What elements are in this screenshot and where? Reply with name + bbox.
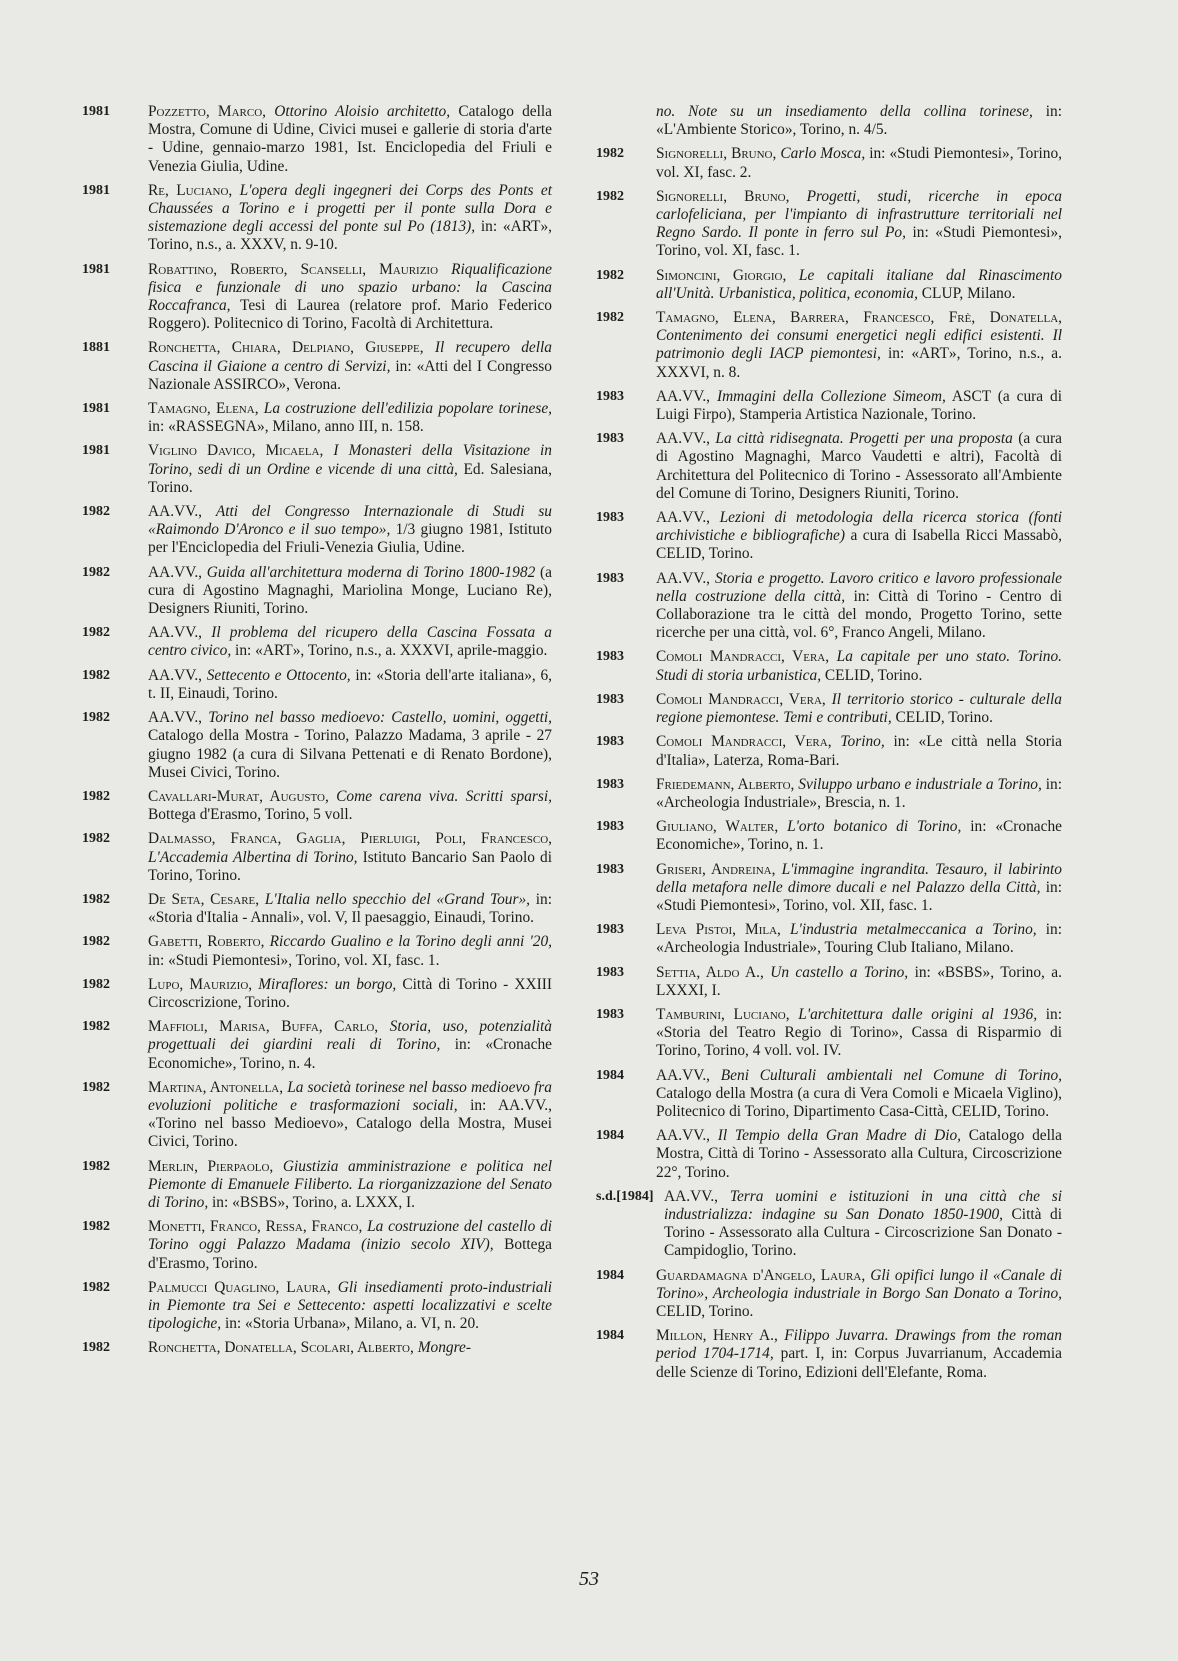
bibliography-entry <box>82 442 552 497</box>
entry-title: La città ridisegnata. Progetti per una proposta <box>715 430 1013 448</box>
entry-details: in: «Storia d'Italia - Annali», vol. V, Il paesaggio, Einaudi, Torino. <box>148 890 552 927</box>
entry-author: Viglino Davico, Micaela, <box>148 442 324 460</box>
entry-text <box>148 103 552 176</box>
entry-author: Lupo, Maurizio, <box>148 975 253 993</box>
entry-year: 1982 <box>82 710 110 726</box>
entry-author: Dalmasso, Franca, Gaglia, Pierluigi, Poli, Francesco, <box>148 830 552 848</box>
entry-year: 1984 <box>596 1067 624 1083</box>
bibliography-entry <box>596 1067 1062 1122</box>
entry-details: Ed. Salesiana, Torino. <box>148 460 552 496</box>
entry-title: La società torinese nel basso medioevo fra evoluzioni politiche e trasformazioni sociali, <box>148 1078 552 1114</box>
entry-text <box>148 976 552 1012</box>
bibliography-entry <box>82 830 552 885</box>
entry-text <box>148 400 552 436</box>
entry-title: Riqualificazione fisica e funzionale di uno spazio urbano: la Cascina Roccafranca, <box>148 260 552 315</box>
entry-year: 1982 <box>82 1158 110 1174</box>
entry-year: 1982 <box>82 891 110 907</box>
entry-text <box>656 188 1062 261</box>
entry-year: 1982 <box>82 934 110 950</box>
bibliography-entry <box>82 624 552 660</box>
entry-details: in: «Studi Piemontesi», Torino, vol. XI, fasc. 1. <box>148 951 440 969</box>
entry-text <box>656 964 1062 1000</box>
entry-title: Giustizia amministrazione e politica nel Piemonte di Emanuele Filiberto. La riorganizzazione del Senato di Torino, <box>148 1157 552 1211</box>
bibliography-entry <box>82 1158 552 1213</box>
bibliography-entry <box>596 1327 1062 1382</box>
entry-details: Città di Torino - Assessorato alla Cultura - Circoscrizione San Donato - Campidoglio, Torino. <box>664 1205 1062 1260</box>
entry-year: 1983 <box>596 964 624 980</box>
entry-title: Contenimento dei consumi energetici negli edifici esistenti. Il patrimonio degli IACP piemontesi, <box>656 327 1062 363</box>
entry-details: in: Città di Torino - Centro di Collaborazione tra le città del mondo, Progetto Torino, sette ricerche per una città, vol. 6°, Franco Angeli, Milano. <box>656 587 1063 642</box>
entry-year: 1983 <box>596 649 624 665</box>
entry-details: in: «Le città nella Storia d'Italia», Laterza, Roma-Bari. <box>656 733 1062 769</box>
entry-details: Catalogo della Mostra, Città di Torino - Assessorato alla Cultura, Circoscrizione 22°, Torino. <box>656 1127 1062 1181</box>
bibliography-entry <box>596 145 1062 181</box>
entry-title: L'industria metalmeccanica a Torino, <box>789 921 1037 939</box>
entry-author: AA.VV., <box>148 666 203 684</box>
entry-year: 1982 <box>596 146 624 162</box>
entry-text <box>656 861 1062 916</box>
entry-author: Giuliano, Walter, <box>656 818 779 836</box>
entry-author: Griseri, Andreina, <box>656 860 776 878</box>
entry-title: Ottorino Aloisio architetto, <box>274 103 451 120</box>
entry-text <box>148 261 552 334</box>
entry-details: Catalogo della Mostra, Comune di Udine, Civici musei e gallerie di storia d'arte - Udine, gennaio-marzo 1981, Ist. Enciclopedia del Friuli e Venezia Giulia, Udine. <box>148 103 553 175</box>
entry-year: 1981 <box>82 261 110 277</box>
entry-details: in: «Studi Piemontesi», Torino, vol. XI, fasc. 2. <box>656 145 1062 181</box>
entry-author: De Seta, Cesare, <box>148 890 260 908</box>
entry-details: in: «RASSEGNA», Milano, anno III, n. 158. <box>148 418 424 436</box>
entry-text <box>656 1267 1062 1322</box>
entry-year: 1981 <box>82 182 110 198</box>
right-column <box>596 103 1062 1388</box>
entry-title: L'orto botanico di Torino, <box>787 818 962 836</box>
entry-text <box>664 1188 1062 1261</box>
entry-author: Friedemann, Alberto, <box>656 775 795 793</box>
entry-title: Un castello a Torino, <box>770 963 909 981</box>
bibliography-entry <box>82 1279 552 1334</box>
entry-details: CELID, Torino. <box>824 666 923 684</box>
entry-year: 1983 <box>596 431 624 447</box>
entry-title: Immagini della Collezione Simeom, <box>716 387 946 405</box>
bibliography-entry <box>82 339 552 394</box>
entry-text <box>148 1158 552 1213</box>
bibliography-entry <box>596 648 1062 684</box>
entry-year: 1982 <box>82 1279 110 1295</box>
entry-details: part. I, in: Corpus Juvarrianum, Accademia delle Scienze di Torino, Edizioni dell'Elefante, Roma. <box>656 1345 1062 1381</box>
entry-year: 1982 <box>82 564 110 580</box>
entry-title: Terra uomini e istituzioni in una città che si industrializza: indagine su San Donato 1850-1900, <box>664 1187 1062 1223</box>
bibliography-entry <box>82 1339 552 1357</box>
entry-text <box>656 691 1062 727</box>
entry-text <box>656 733 1062 769</box>
left-column <box>82 103 552 1364</box>
bibliography-entry <box>596 691 1062 727</box>
bibliography-entry <box>82 1018 552 1073</box>
entry-author: Maffioli, Marisa, Buffa, Carlo, <box>148 1018 379 1036</box>
entry-year: 1983 <box>596 570 624 586</box>
entry-text <box>148 442 552 497</box>
entry-year: 1983 <box>596 510 624 526</box>
entry-details: in: «Archeologia Industriale», Touring Club Italiano, Milano. <box>656 921 1062 957</box>
entry-text <box>656 776 1062 812</box>
entry-text <box>148 830 552 885</box>
entry-details: in: «BSBS», Torino, a. LXXX, I. <box>212 1193 416 1211</box>
entry-author: AA.VV., <box>148 563 203 581</box>
entry-details: in: «Cronache Economiche», Torino, n. 1. <box>656 818 1062 854</box>
entry-author: Comoli Mandracci, Vera, <box>656 733 832 751</box>
entry-text <box>656 1127 1062 1182</box>
entry-details: Catalogo della Mostra (a cura di Vera Comoli e Micaela Viglino), Politecnico di Torino, Dipartimento Casa-Città, CELID, Torino. <box>656 1084 1062 1120</box>
entry-details: in: «ART», Torino, n.s., a. XXXVI, aprile-maggio. <box>235 642 548 660</box>
entry-title: Gli insediamenti proto-industriali in Piemonte tra Sei e Settecento: aspetti localizzativi e scelte tipologiche, <box>148 1278 553 1333</box>
entry-author: Palmucci Quaglino, Laura, <box>148 1278 331 1296</box>
bibliography-entry <box>596 733 1062 769</box>
bibliography-entry <box>596 388 1062 424</box>
entry-text <box>656 145 1062 181</box>
entry-year: 1983 <box>596 388 624 404</box>
entry-title: Riccardo Gualino e la Torino degli anni '20, <box>269 933 552 951</box>
entry-details: in: AA.VV., «Torino nel basso Medioevo», Catalogo della Mostra, Musei Civici, Torino. <box>148 1096 552 1151</box>
entry-author: AA.VV., <box>656 509 711 527</box>
entry-text <box>148 891 552 927</box>
entry-author: Monetti, Franco, Ressa, Franco, <box>148 1218 363 1236</box>
bibliography-entry <box>596 570 1062 643</box>
entry-year: 1982 <box>82 504 110 520</box>
entry-text <box>148 564 552 619</box>
entry-author: AA.VV., <box>656 569 711 587</box>
entry-details: in: «Studi Piemontesi», Torino, vol. XII, fasc. 1. <box>656 878 1063 914</box>
entry-text <box>148 1218 552 1273</box>
bibliography-entry <box>596 964 1062 1000</box>
bibliography-entry <box>82 564 552 619</box>
entry-title: Lezioni di metodologia della ricerca storica (fonti archivistiche e bibliografiche) <box>656 509 1062 545</box>
entry-year: 1881 <box>82 340 110 356</box>
entry-text <box>656 309 1062 382</box>
entry-year: 1981 <box>82 104 110 119</box>
entry-author: Robattino, Roberto, Scanselli, Maurizio <box>148 260 439 278</box>
entry-year: 1982 <box>82 788 110 804</box>
entry-author: Comoli Mandracci, Vera, <box>656 648 830 666</box>
entry-text <box>148 788 552 824</box>
bibliography-entry <box>82 709 552 782</box>
entry-author: AA.VV., <box>656 430 711 448</box>
entry-text <box>656 1327 1062 1382</box>
entry-title: Il Tempio della Gran Madre di Dio, <box>717 1127 962 1145</box>
bibliography-entry <box>596 1127 1062 1182</box>
entry-details: in: «ART», Torino, n.s., a. XXXVI, n. 8. <box>656 345 1062 381</box>
bibliography-entry <box>596 188 1062 261</box>
entry-author: Ronchetta, Chiara, Delpiano, Giuseppe, <box>148 339 424 357</box>
entry-title: Miraflores: un borgo, <box>258 975 397 993</box>
bibliography-entry <box>82 400 552 436</box>
entry-author: AA.VV., <box>664 1187 719 1205</box>
entry-author: Pozzetto, Marco, <box>148 103 266 120</box>
entry-title: Torino, <box>840 733 885 751</box>
entry-details: CELID, Torino. <box>895 709 993 727</box>
entry-author: Leva Pistoi, Mila, <box>656 921 781 939</box>
entry-title: Mongre- <box>417 1339 471 1357</box>
entry-text <box>656 818 1062 854</box>
entry-details: in: «Archeologia Industriale», Brescia, n. 1. <box>656 775 1062 811</box>
entry-author: AA.VV., <box>656 387 711 405</box>
entry-year: 1984 <box>596 1267 624 1283</box>
bibliography-entry <box>82 976 552 1012</box>
entry-details: in: «ART», Torino, n.s., a. XXXV, n. 9-10. <box>148 218 552 254</box>
bibliography-entry <box>82 182 552 255</box>
bibliography-entry <box>82 1218 552 1273</box>
entry-year: 1982 <box>82 667 110 683</box>
entry-details: in: «L'Ambiente Storico», Torino, n. 4/5. <box>656 103 1062 139</box>
entry-author: Signorelli, Bruno, <box>656 145 777 163</box>
bibliography-entry <box>596 267 1062 303</box>
bibliography-entry <box>596 921 1062 957</box>
entry-text <box>656 1006 1062 1061</box>
entry-text <box>148 1279 552 1334</box>
entry-title: Storia e progetto. Lavoro critico e lavoro professionale nella costruzione della città, <box>656 569 1062 605</box>
entry-title: Le capitali italiane dal Rinascimento all'Unità. Urbanistica, politica, economia, <box>656 266 1062 302</box>
entry-author: Millon, Henry A., <box>656 1327 778 1345</box>
entry-title: I Monasteri della Visitazione in Torino, sedi di un Ordine e vicende di una città, <box>148 442 552 478</box>
bibliography-entry-continuation <box>596 103 1062 139</box>
entry-details: CELID, Torino. <box>656 1302 754 1320</box>
entry-details: in: «Storia dell'arte italiana», 6, t. II, Einaudi, Torino. <box>148 666 552 702</box>
entry-year: 1982 <box>82 1340 110 1356</box>
entry-title: Carlo Mosca, <box>780 145 866 163</box>
entry-year: 1982 <box>82 1019 110 1035</box>
bibliography-entry <box>596 776 1062 812</box>
entry-text <box>656 921 1062 957</box>
entry-text <box>148 503 552 558</box>
entry-details: (a cura di Agostino Magnaghi, Mariolina Monge, Luciano Re), Designers Riuniti, Torino. <box>148 563 552 618</box>
entry-text <box>656 570 1062 643</box>
entry-year: 1983 <box>596 1006 624 1022</box>
entry-details: 1/3 giugno 1981, Istituto per l'Enciclopedia del Friuli-Venezia Giulia, Udine. <box>148 521 553 557</box>
bibliography-entry <box>596 1006 1062 1061</box>
entry-year: 1982 <box>596 188 624 204</box>
entry-year: 1981 <box>82 401 110 417</box>
entry-text <box>656 509 1062 564</box>
entry-title: Il problema del ricupero della Cascina Fossata a centro civico, <box>148 624 552 660</box>
entry-text <box>148 933 552 969</box>
entry-details: in: «Storia del Teatro Regio di Torino», Cassa di Risparmio di Torino, Torino, 4 voll. vol. IV. <box>656 1005 1062 1060</box>
entry-year: 1982 <box>596 267 624 283</box>
entry-year: 1984 <box>596 1328 624 1344</box>
entry-text <box>148 1339 552 1357</box>
entry-title: Storia, uso, potenzialità progettuali dei giardini reali di Torino, <box>148 1018 552 1054</box>
entry-text <box>148 667 552 703</box>
entry-text <box>656 648 1062 684</box>
entry-text <box>656 267 1062 303</box>
entry-details: Tesi di Laurea (relatore prof. Mario Federico Roggero). Politecnico di Torino, Facoltà di Architettura. <box>148 297 552 333</box>
entry-year: 1983 <box>596 734 624 750</box>
bibliography-entry <box>596 818 1062 854</box>
entry-year: s.d.[1984] <box>596 1188 654 1204</box>
entry-author: Signorelli, Bruno, <box>656 187 790 205</box>
entry-title: L'Accademia Albertina di Torino, <box>148 848 358 866</box>
entry-year: 1983 <box>596 922 624 938</box>
entry-title: La costruzione del castello di Torino oggi Palazzo Madama (inizio secolo XIV), <box>148 1218 552 1254</box>
bibliography-entry <box>82 503 552 558</box>
entry-year: 1982 <box>82 831 110 847</box>
entry-text <box>656 388 1062 424</box>
entry-text <box>148 1018 552 1073</box>
entry-author: Martina, Antonella, <box>148 1078 284 1096</box>
entry-details: in: «Storia Urbana», Milano, a. VI, n. 20. <box>224 1315 480 1333</box>
entry-details: Città di Torino - XXIII Circoscrizione, Torino. <box>148 975 552 1011</box>
entry-title: Torino nel basso medioevo: Castello, uomini, oggetti, <box>208 709 552 727</box>
entry-author: Ronchetta, Donatella, Scolari, Alberto, <box>148 1339 414 1357</box>
entry-details: Bottega d'Erasmo, Torino, 5 voll. <box>148 806 353 824</box>
entry-title: Guida all'architettura moderna di Torino 1800-1982 <box>206 563 536 581</box>
entry-details: Bottega d'Erasmo, Torino. <box>148 1236 552 1272</box>
entry-title: La capitale per uno stato. Torino. Studi di storia urbanistica, <box>656 648 1062 684</box>
bibliography-entry <box>82 667 552 703</box>
bibliography-entry <box>82 103 552 176</box>
entry-author: Comoli Mandracci, Vera, <box>656 690 826 708</box>
entry-text <box>148 1079 552 1152</box>
entry-text <box>656 430 1062 503</box>
entry-title: L'architettura dalle origini al 1936, <box>798 1005 1038 1023</box>
entry-title: Il recupero della Cascina il Giaione a centro di Servizi, <box>148 339 552 375</box>
entry-year: 1982 <box>82 1079 110 1095</box>
entry-author: Tamagno, Elena, <box>148 400 259 418</box>
entry-title: Il territorio storico - culturale della regione piemontese. Temi e contributi, <box>656 690 1062 727</box>
bibliography-entry <box>596 861 1062 916</box>
entry-year: 1982 <box>82 976 110 992</box>
entry-author: Cavallari-Murat, Augusto, <box>148 787 329 805</box>
entry-year: 1984 <box>596 1128 624 1144</box>
entry-details: CLUP, Milano. <box>921 284 1016 302</box>
bibliography-entry <box>82 261 552 334</box>
entry-title: L'Italia nello specchio del «Grand Tour», <box>264 890 531 908</box>
entry-text <box>148 182 552 255</box>
entry-title: Come carena viva. Scritti sparsi, <box>336 787 552 805</box>
entry-author: Tamburini, Luciano, <box>656 1005 790 1023</box>
entry-author: AA.VV., <box>148 709 203 727</box>
entry-author: AA.VV., <box>148 624 203 642</box>
entry-details: in: «Atti del I Congresso Nazionale ASSIRCO», Verona. <box>148 357 552 393</box>
entry-author: Merlin, Pierpaolo, <box>148 1157 274 1175</box>
entry-author: AA.VV., <box>656 1127 711 1145</box>
entry-title: La costruzione dell'edilizia popolare torinese, <box>263 400 552 418</box>
entry-details: a cura di Isabella Ricci Massabò, CELID, Torino. <box>656 527 1062 563</box>
entry-year: 1983 <box>596 861 624 877</box>
entry-year: 1982 <box>82 1219 110 1235</box>
entry-details: in: «Studi Piemontesi», Torino, vol. XI, fasc. 1. <box>656 224 1062 260</box>
bibliography-entry <box>596 1188 1062 1261</box>
entry-text <box>148 624 552 660</box>
entry-title: Settecento e Ottocento, <box>206 666 351 684</box>
entry-author: AA.VV., <box>148 503 203 521</box>
entry-title: Progetti, studi, ricerche in epoca carlofeliciana, per l'impianto di infrastrutture territoriali nel Regno Sardo. Il ponte in ferro sul Po, <box>656 187 1062 242</box>
bibliography-entry <box>596 1267 1062 1322</box>
entry-text <box>656 1067 1062 1122</box>
bibliography-entry <box>82 788 552 824</box>
entry-author: Simoncini, Giorgio, <box>656 266 787 284</box>
entry-year: 1981 <box>82 443 110 459</box>
bibliography-entry <box>596 309 1062 382</box>
bibliography-entry <box>82 891 552 927</box>
bibliography-entry <box>82 1079 552 1152</box>
entry-year: 1982 <box>82 625 110 641</box>
bibliography-entry <box>596 430 1062 503</box>
entry-year: 1983 <box>596 776 624 792</box>
entry-year: 1983 <box>596 819 624 835</box>
entry-year: 1982 <box>596 310 624 326</box>
entry-details: Catalogo della Mostra - Torino, Palazzo Madama, 3 aprile - 27 giugno 1982 (a cura di Silvana Pettenati e di Renato Bordone), Musei Civici, Torino. <box>148 727 552 781</box>
entry-title: L'immagine ingrandita. Tesauro, il labirinto della metafora nelle dimore ducali e nel Palazzo della Città, <box>656 860 1062 896</box>
entry-author: Tamagno, Elena, Barrera, Francesco, Frè, Donatella, <box>656 309 1062 327</box>
bibliography-entry <box>596 509 1062 564</box>
entry-title: Atti del Congresso Internazionale di Studi su «Raimondo D'Aronco e il suo tempo», <box>148 503 553 539</box>
entry-title: Beni Culturali ambientali nel Comune di Torino, <box>720 1066 1062 1084</box>
entry-details: (a cura di Agostino Magnaghi, Marco Vaudetti e altri), Facoltà di Architettura del Politecnico di Torino - Assessorato all'Ambiente del Comune di Torino, Designers Riuniti, Torino. <box>656 430 1062 502</box>
entry-year: 1983 <box>596 691 624 707</box>
entry-title: Filippo Juvarra. Drawings from the roman period 1704-1714, <box>656 1327 1062 1363</box>
page-number: 53 <box>579 1568 599 1590</box>
entry-author: Re, Luciano, <box>148 181 233 199</box>
entry-details: ASCT (a cura di Luigi Firpo), Stamperia Artistica Nazionale, Torino. <box>656 387 1062 424</box>
entry-details: in: «Cronache Economiche», Torino, n. 4. <box>148 1036 552 1072</box>
entry-title: no. Note su un insediamento della collina torinese, <box>656 103 1033 120</box>
entry-author: AA.VV., <box>656 1066 711 1084</box>
entry-text <box>148 339 552 394</box>
entry-title: Sviluppo urbano e industriale a Torino, <box>798 775 1042 793</box>
entry-title: Gli opifici lungo il «Canale di Torino», Archeologia industriale in Borgo San Donato a Torino, <box>656 1266 1062 1302</box>
bibliography-entry <box>82 933 552 969</box>
entry-author: Gabetti, Roberto, <box>148 933 265 951</box>
entry-details: Istituto Bancario San Paolo di Torino, Torino. <box>148 848 552 884</box>
entry-author: Guardamagna d'Angelo, Laura, <box>656 1266 866 1284</box>
entry-text <box>148 709 552 782</box>
entry-details: in: «BSBS», Torino, a. LXXXI, I. <box>656 963 1062 999</box>
entry-author: Settia, Aldo A., <box>656 963 764 981</box>
entry-title: L'opera degli ingegneri dei Corps des Ponts et Chaussées a Torino e i progetti per il ponte sulla Dora e sistemazione degli accessi del ponte sul Po (1813), <box>148 181 552 236</box>
